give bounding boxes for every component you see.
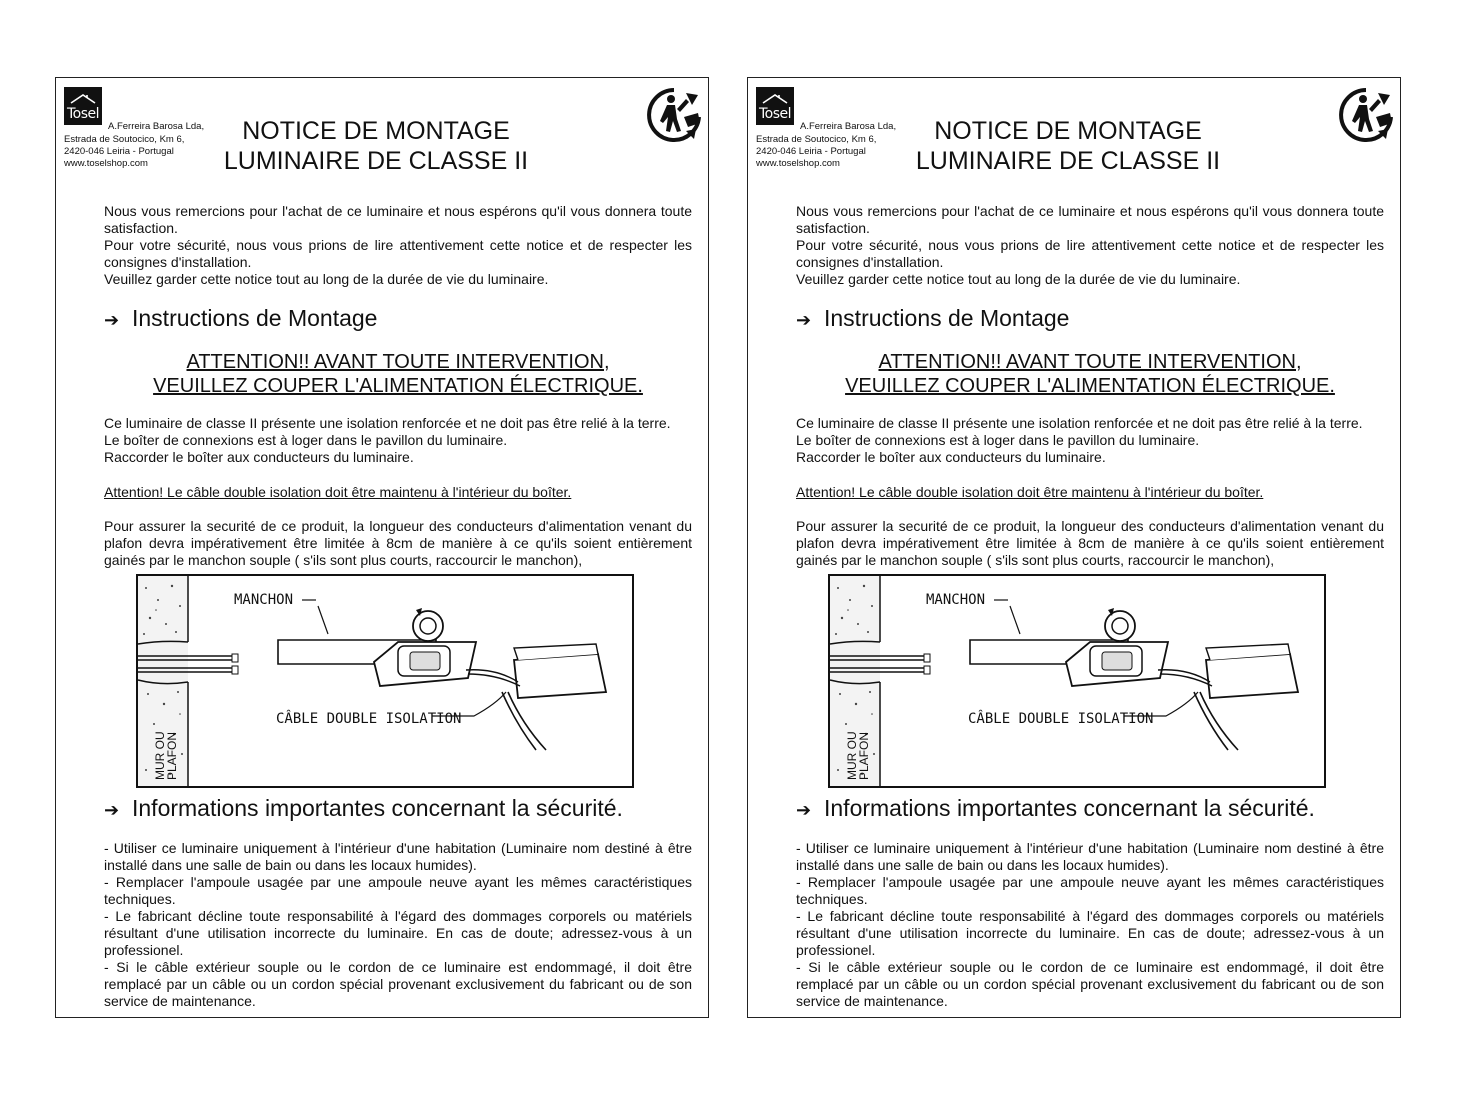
sleeve-label: MANCHON (234, 592, 294, 608)
cable-warning: Attention! Le câble double isolation doit être maintenu à l'intérieur du boîter. (796, 484, 1264, 500)
safety-item: - Si le câble extérieur souple ou le cordon de ce luminaire est endommagé, il doit être remplacé par un câble ou un cordon spécial provenant exclusivement du fabricant ou de son service de maintenance. (104, 959, 692, 1009)
title-line-2: LUMINAIRE DE CLASSE II (915, 147, 1221, 175)
cable-label: CÂBLE DOUBLE ISOLATION (968, 711, 1154, 727)
intro-line: Pour votre sécurité, nous vous prions de lire attentivement cette notice et de respecter les consignes d'installation. (104, 237, 692, 270)
arrow-right-icon: ➔ (104, 310, 120, 330)
section-heading-text: Instructions de Montage (824, 305, 1070, 331)
intro-line: Veuillez garder cette notice tout au long de la durée de vie du luminaire. (104, 271, 549, 287)
section-heading-text: Informations importantes concernant la sécurité. (132, 795, 623, 821)
tosel-logo (756, 87, 794, 125)
recycling-person-icon (646, 87, 702, 143)
arrow-right-icon: ➔ (104, 800, 120, 820)
intro-line: Nous vous remercions pour l'achat de ce luminaire et nous espérons qu'il vous donnera toute satisfaction. (796, 203, 1384, 236)
length-instruction (796, 518, 1384, 569)
document-title (216, 116, 536, 176)
body-line: Ce luminaire de classe II présente une isolation renforcée et ne doit pas être relié à la terre. (796, 415, 1363, 431)
body-line: Raccorder le boîter aux conducteurs du luminaire. (104, 449, 414, 465)
logo-text: Tosel (66, 106, 100, 122)
document-title (908, 116, 1228, 176)
attention-notice (104, 350, 692, 398)
safety-item: - Si le câble extérieur souple ou le cordon de ce luminaire est endommagé, il doit être remplacé par un câble ou un cordon spécial provenant exclusivement du fabricant ou de son service de maintenance. (796, 959, 1384, 1009)
arrow-right-icon: ➔ (796, 310, 812, 330)
body-paragraph: Pour assurer la securité de ce produit, la longueur des conducteurs d'alimentation venant du plafon devra impérativement être limitée à 8cm de manière à ce qu'ils soient entièrement gainés par le manchon souple ( s'ils sont plus courts, raccourcir le manchon), (104, 518, 692, 568)
safety-list (104, 840, 692, 1010)
mounting-diagram (136, 574, 634, 788)
intro-text (104, 203, 692, 288)
company-street: Estrada de Soutocico, Km 6, (756, 134, 877, 145)
section-heading-instructions (796, 304, 1069, 334)
wall-label-1: MUR OU (845, 731, 859, 780)
arrow-right-icon: ➔ (796, 800, 812, 820)
safety-item: - Utiliser ce luminaire uniquement à l'intérieur d'une habitation (Luminaire nom destiné à être installé dans une salle de bain ou dans les locaux humides). (104, 840, 692, 873)
body-line: Le boîter de connexions est à loger dans le pavillon du luminaire. (796, 432, 1200, 448)
body-line: Ce luminaire de classe II présente une isolation renforcée et ne doit pas être relié à la terre. (104, 415, 671, 431)
intro-text (796, 203, 1384, 288)
attention-notice (796, 350, 1384, 398)
safety-item: - Le fabricant décline toute responsabilité à l'égard des dommages corporels ou matériels résultant d'une utilisation incorrecte du luminaire. En cas de doute; adressez-vous à un professionel. (104, 908, 692, 958)
section-heading-text: Informations importantes concernant la sécurité. (824, 795, 1315, 821)
body-paragraph: Pour assurer la securité de ce produit, la longueur des conducteurs d'alimentation venant du plafon devra impérativement être limitée à 8cm de manière à ce qu'ils soient entièrement gainés par le manchon souple ( s'ils sont plus courts, raccourcir le manchon), (796, 518, 1384, 568)
cable-warning: Attention! Le câble double isolation doit être maintenu à l'intérieur du boîter. (104, 484, 572, 500)
wall-label-2: PLAFON (165, 731, 179, 780)
company-city: 2420-046 Leiria - Portugal (64, 146, 174, 157)
logo-text: Tosel (758, 106, 792, 122)
length-instruction (104, 518, 692, 569)
wall-label-2: PLAFON (857, 731, 871, 780)
title-line-2: LUMINAIRE DE CLASSE II (223, 147, 529, 175)
intro-line: Nous vous remercions pour l'achat de ce luminaire et nous espérons qu'il vous donnera toute satisfaction. (104, 203, 692, 236)
sleeve-label: MANCHON (926, 592, 986, 608)
title-line-1: NOTICE DE MONTAGE (242, 117, 510, 145)
section-heading-safety (104, 794, 623, 824)
class-ii-text (104, 415, 692, 466)
tosel-logo (64, 87, 102, 125)
attention-line-1: ATTENTION!! AVANT TOUTE INTERVENTION, (878, 351, 1302, 373)
intro-line: Pour votre sécurité, nous vous prions de lire attentivement cette notice et de respecter les consignes d'installation. (796, 237, 1384, 270)
roof-icon (762, 94, 788, 104)
cable-label: CÂBLE DOUBLE ISOLATION (276, 711, 462, 727)
wall-label-1: MUR OU (153, 731, 167, 780)
section-heading-text: Instructions de Montage (132, 305, 378, 331)
class-ii-text (796, 415, 1384, 466)
attention-line-2: VEUILLEZ COUPER L'ALIMENTATION ÉLECTRIQUE. (153, 375, 643, 397)
safety-item: - Remplacer l'ampoule usagée par une ampoule neuve ayant les mêmes caractéristiques techniques. (104, 874, 692, 907)
safety-item: - Remplacer l'ampoule usagée par une ampoule neuve ayant les mêmes caractéristiques techniques. (796, 874, 1384, 907)
mounting-diagram (828, 574, 1326, 788)
roof-icon (70, 94, 96, 104)
company-name: A.Ferreira Barosa Lda, (108, 121, 205, 132)
intro-line: Veuillez garder cette notice tout au long de la durée de vie du luminaire. (796, 271, 1241, 287)
company-name: A.Ferreira Barosa Lda, (800, 121, 897, 132)
attention-line-1: ATTENTION!! AVANT TOUTE INTERVENTION, (186, 351, 610, 373)
company-website: www.toselshop.com (756, 158, 840, 169)
body-line: Raccorder le boîter aux conducteurs du luminaire. (796, 449, 1106, 465)
safety-item: - Le fabricant décline toute responsabilité à l'égard des dommages corporels ou matériels résultant d'une utilisation incorrecte du luminaire. En cas de doute; adressez-vous à un professionel. (796, 908, 1384, 958)
safety-item: - Utiliser ce luminaire uniquement à l'intérieur d'une habitation (Luminaire nom destiné à être installé dans une salle de bain ou dans les locaux humides). (796, 840, 1384, 873)
safety-list (796, 840, 1384, 1010)
section-heading-safety (796, 794, 1315, 824)
attention-line-2: VEUILLEZ COUPER L'ALIMENTATION ÉLECTRIQUE. (845, 375, 1335, 397)
title-line-1: NOTICE DE MONTAGE (934, 117, 1202, 145)
company-website: www.toselshop.com (64, 158, 148, 169)
company-street: Estrada de Soutocico, Km 6, (64, 134, 185, 145)
instruction-sheet-left (55, 77, 709, 1018)
section-heading-instructions (104, 304, 377, 334)
body-line: Le boîter de connexions est à loger dans le pavillon du luminaire. (104, 432, 508, 448)
company-city: 2420-046 Leiria - Portugal (756, 146, 866, 157)
instruction-sheet-right (747, 77, 1401, 1018)
recycling-person-icon (1338, 87, 1394, 143)
